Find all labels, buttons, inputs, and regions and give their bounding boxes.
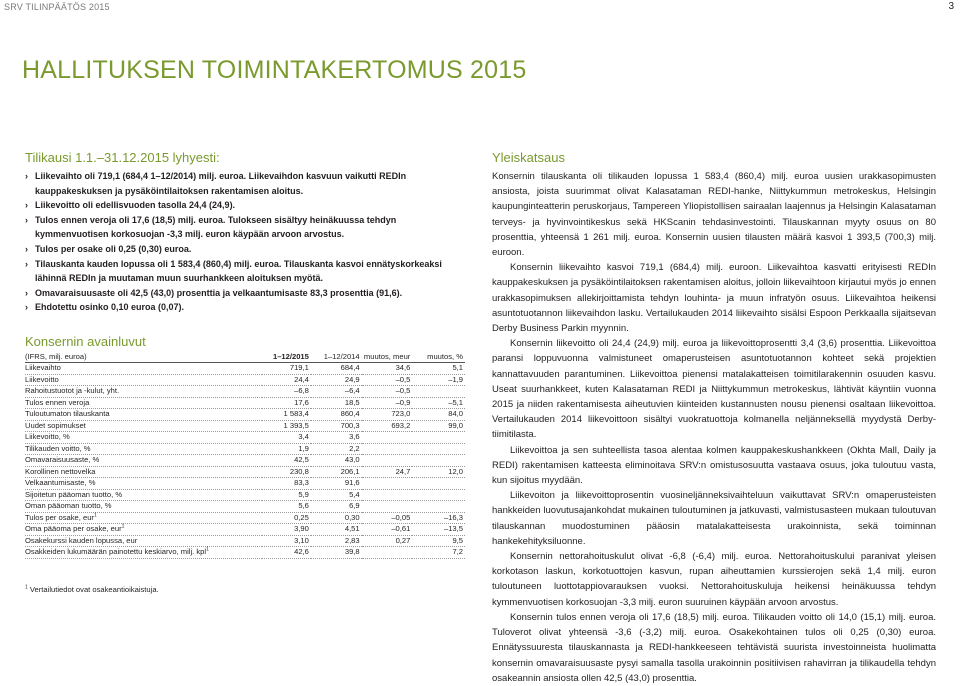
table-cell xyxy=(262,397,311,409)
table-cell xyxy=(412,443,465,455)
table-cell xyxy=(412,535,465,547)
table-row xyxy=(25,489,465,501)
table-row xyxy=(25,512,465,524)
paragraph: Konsernin liikevoitto oli 24,4 (24,9) milj. euroa ja liikevoittoprosentti 3,4 (3,6) prosenttia. Liikevoittoa paransi loppuvuonna valmistuneet omaperusteisen asuntotuotannon kohteet sekä projektien kannattavuuden parantuminen. Liikevoittoa pienensi matalakatteisen toimitilarakennin osuuden kasvu. Useat suurhankkeet, kuten Kalasataman REDI ja Niittykummun metrokeskus, lähtivät käyntiin vuonna 2015 ja niiden rakentamisesta aiheutuvien kiinteiden kustannusten nousu pienensi osaltaan liikevoittoa. Vertailukauden 2014 liikevoittoon sisältyi vuokratuottoja kolmanella neljänneksellä myydystä Derby-tiimitilasta. xyxy=(492,338,936,441)
table-row xyxy=(25,535,465,547)
cell-text: 2,2 xyxy=(349,443,360,453)
table-cell xyxy=(362,501,413,513)
table-cell xyxy=(311,443,362,455)
cell-text: Tuloutumaton tilauskanta xyxy=(25,409,110,418)
cell-text: 5,1 xyxy=(452,363,463,372)
row-label xyxy=(25,363,262,375)
table-cell xyxy=(262,386,311,398)
cell-text: 7,2 xyxy=(452,547,463,556)
table-row xyxy=(25,466,465,478)
row-label xyxy=(25,466,262,478)
list-item xyxy=(25,169,465,198)
table-cell xyxy=(362,489,413,501)
cell-text: –0,5 xyxy=(395,374,411,384)
paragraph: Liikevoiton ja liikevoittoprosentin vuosineljänneksivaihteluun vaikuttavat SRV:n omaperusteisten hankkeiden luovutusajankohdat mukainen tuloutuminen ja jatkuvasti, valmistusasteen mukaan tuloutuvan tilauskannan muodostuminen pääosin matalakatteisesta urakoinnista, sekä toiminnan hankekehityksiluonne. xyxy=(492,490,936,547)
cell-text: 24,4 xyxy=(294,374,309,384)
table-cell xyxy=(412,489,465,501)
table-cell xyxy=(412,386,465,398)
footnote-text: Vertailutiedot ovat osakeantioikaistuja. xyxy=(29,585,159,594)
row-label xyxy=(25,512,262,524)
cell-text: Velkaantumisaste, % xyxy=(25,478,96,487)
cell-text: Oma pääoma per osake, eur xyxy=(25,524,122,533)
cell-text: 3,6 xyxy=(349,432,360,441)
cell-text: 9,5 xyxy=(452,535,463,545)
cell-text: Sijoitetun pääoman tuotto, % xyxy=(25,489,123,499)
table-cell xyxy=(412,409,465,421)
column-header: muutos, % xyxy=(412,352,465,363)
column-header: 1–12/2014 xyxy=(311,352,362,363)
table-cell xyxy=(262,432,311,444)
table-cell xyxy=(362,397,413,409)
cell-text: 42,5 xyxy=(294,455,309,464)
list-item xyxy=(25,300,465,315)
summary-item-text: Liikevaihto oli 719,1 (684,4 1–12/2014) milj. euroa. Liikevaihdon kasvuun vaikutti REDIn kauppakeskuksen ja pysäköintilaitoksen rakentamisen aloitus. xyxy=(35,171,407,196)
row-label xyxy=(25,547,262,559)
cell-text: 84,0 xyxy=(448,409,463,418)
table-cell xyxy=(311,489,362,501)
table-cell xyxy=(311,501,362,513)
cell-text: 43,0 xyxy=(344,455,360,464)
row-label xyxy=(25,478,262,490)
overview-body xyxy=(492,169,936,686)
table-cell xyxy=(412,524,465,536)
cell-text: 3,90 xyxy=(294,524,309,533)
table-row xyxy=(25,363,465,375)
footnote-marker: 1 xyxy=(93,511,97,518)
key-figures-heading: Konsernin avainluvut xyxy=(25,334,146,349)
table-cell xyxy=(311,535,362,547)
cell-text: 24,7 xyxy=(395,466,411,476)
overview-heading: Yleiskatsaus xyxy=(492,150,565,165)
cell-text: Tulos per osake, eur xyxy=(25,512,94,522)
table-cell xyxy=(412,432,465,444)
cell-text: 6,9 xyxy=(349,501,360,510)
cell-text: 4,51 xyxy=(344,524,360,533)
table-cell xyxy=(362,535,413,547)
cell-text: –0,05 xyxy=(391,512,411,522)
row-label xyxy=(25,501,262,513)
row-label xyxy=(25,443,262,455)
row-label xyxy=(25,374,262,386)
table-row xyxy=(25,501,465,513)
row-label xyxy=(25,535,262,547)
table-cell xyxy=(362,547,413,559)
table-cell xyxy=(412,512,465,524)
table-cell xyxy=(412,466,465,478)
overview-section xyxy=(492,150,936,686)
table-cell xyxy=(262,501,311,513)
table-cell xyxy=(311,409,362,421)
table-cell xyxy=(412,478,465,490)
table-cell xyxy=(262,374,311,386)
table-cell xyxy=(362,466,413,478)
page-title: HALLITUKSEN TOIMINTAKERTOMUS 2015 xyxy=(22,56,527,84)
table-cell xyxy=(262,547,311,559)
cell-text: Oman pääoman tuotto, % xyxy=(25,501,112,510)
table-cell xyxy=(412,547,465,559)
cell-text: –16,3 xyxy=(443,512,463,522)
cell-text: –6,8 xyxy=(294,386,309,395)
page-number: 3 xyxy=(948,1,954,12)
footnote-marker: 1 xyxy=(206,546,209,553)
cell-text: 719,1 xyxy=(289,363,309,372)
table-cell xyxy=(262,443,311,455)
row-label xyxy=(25,455,262,467)
cell-text: Osakkeiden lukumäärän painotettu keskiarvo, milj. kpl xyxy=(25,547,207,556)
table-cell xyxy=(262,478,311,490)
table-cell xyxy=(362,386,413,398)
cell-text: Rahoitustuotot ja -kulut, yht. xyxy=(25,386,120,395)
table-cell xyxy=(412,455,465,467)
table-cell xyxy=(311,420,362,432)
paragraph: Liikevoittoa ja sen suhteellista tasoa alentaa kolmen kauppakeskushankkeen (Okhta Mall, Daily ja REDI) rakentamisen katteesta eliminoitava SRV:n omistusosuutta vastaava osuus, joka tuloutuu vasta, kun sijoitus myydään. xyxy=(492,444,936,487)
summary-section xyxy=(25,150,465,315)
table-cell xyxy=(262,420,311,432)
list-item xyxy=(25,213,465,242)
paragraph: Konsernin nettorahoituskulut olivat -6,8 (-6,4) milj. euroa. Nettorahoituskului paranivat yleisen korkotason laskun, korkotuottojen kasvun, rupan aiheuttamien kurssierojen sekä 1,4 milj. euron tuloutuneen luottotappiovarauksen vuoksi. Nettorahoituskuluja heikensi heinäkuussa tehdyn kymmenvuotisen korkosuojan -3,3 milj. euron suuruinen käypään arvoon arvostus. xyxy=(492,551,936,608)
table-cell xyxy=(362,443,413,455)
cell-text: 206,1 xyxy=(340,466,360,476)
chevron-right-icon: › xyxy=(25,171,28,181)
table-cell xyxy=(362,409,413,421)
cell-text: 5,9 xyxy=(298,489,309,499)
cell-text: 99,0 xyxy=(448,420,463,430)
cell-text: Korollinen nettovelka xyxy=(25,466,96,476)
list-item xyxy=(25,286,465,301)
cell-text: Tulos ennen veroja xyxy=(25,397,90,407)
cell-text: 17,6 xyxy=(294,397,309,407)
chevron-right-icon: › xyxy=(25,214,28,225)
cell-text: 230,8 xyxy=(289,466,309,476)
table-row xyxy=(25,524,465,536)
chevron-right-icon: › xyxy=(25,200,28,211)
table-cell xyxy=(262,535,311,547)
cell-text: 34,6 xyxy=(395,363,411,372)
table-cell xyxy=(362,363,413,375)
row-label xyxy=(25,432,262,444)
cell-text: 693,2 xyxy=(391,420,411,430)
paragraph: Konsernin tulos ennen veroja oli 17,6 (18,5) milj. euroa. Tilikauden voitto oli 14,0 (15,1) milj. euroa. Tuloverot olivat yhteensä -3,6 (-3,2) milj. euroa. Osakekohtainen tulos oli 0,25 (0,30) euroa. Ennätyssuuresta tilauskannasta ja REDI-hankkeeseen tehtävistä suurista investoinneista huolimatta konsernin omavaraisuusaste pysyi samalla tasolla urakoinnin positiivisen rahavirran ja tilikaudella tehdyn osakeannin ansiosta ollen 42,5 (43,0) prosenttia. xyxy=(492,611,936,684)
cell-text: 3,4 xyxy=(298,432,309,441)
summary-item-text: Tilauskanta kauden lopussa oli 1 583,4 (860,4) milj. euroa. Tilauskanta kasvoi ennätyskorkeaksi lähinnä REDIn ja muutaman muun suurhankkeen aloituksen myötä. xyxy=(35,258,442,284)
column-header: muutos, meur xyxy=(362,352,413,363)
row-label xyxy=(25,386,262,398)
table-footnote xyxy=(25,585,159,594)
paragraph: Konsernin liikevaihto kasvoi 719,1 (684,4) milj. euroon. Liikevaihtoa kasvatti erityisesti REDIn kauppakeskuksen ja pysäköintilaitoksen rakentamisen aloitus, jolloin liikevaihtoon kirjautui myös jo ennen urakkasopimuksen allekirjoittamista tehdyn louhinta- ja muun infratyön osuus. Liikevaihtoa heikensi asuntotuotannon liikevaihdon lasku. Vertailukauden 2014 liikevaihto sisälsi Espoon Perkkaalla sijaitsevan Derby Business Parkin myynnin. xyxy=(492,262,936,335)
cell-text: 700,3 xyxy=(340,420,360,430)
cell-text: –0,5 xyxy=(395,386,411,395)
table-cell xyxy=(262,489,311,501)
table-cell xyxy=(262,466,311,478)
table-cell xyxy=(311,397,362,409)
cell-text: Omavaraisuusaste, % xyxy=(25,455,100,464)
cell-text: 83,3 xyxy=(294,478,309,487)
table-cell xyxy=(362,455,413,467)
summary-item-text: Ehdotettu osinko 0,10 euroa (0,07). xyxy=(35,302,185,313)
table-cell xyxy=(262,455,311,467)
table-cell xyxy=(362,432,413,444)
cell-text: 1 583,4 xyxy=(283,409,309,418)
summary-list xyxy=(25,169,465,315)
list-item xyxy=(25,257,465,286)
table-row xyxy=(25,478,465,490)
cell-text: –0,9 xyxy=(395,397,411,407)
paragraph: Konsernin tilauskanta oli tilikauden lopussa 1 583,4 (860,4) milj. euroa uusien urakkasopimusten ansiosta, joista suurimmat olivat Kalasataman REDI-hanke, Niittykummun metrokeskus, Helsingin kaupunginteatterin peruskorjaus, Tampereen Yliopistollisen sairaalan laajennus ja Helsingin Kalasataman terveys- ja hyvinvointikeskus sekä HKScanin tehdasinvestointi. Tilauskannan myyty osuus on 80 prosenttia, yhteensä 1 261 milj. euroa. Konsernin uusien tilausten määrä kasvoi 1 393,5 (700,3) milj. euroon. xyxy=(492,171,936,259)
cell-text: 723,0 xyxy=(391,409,411,418)
column-header: (IFRS, milj. euroa) xyxy=(25,352,262,363)
table-cell xyxy=(311,524,362,536)
table-cell xyxy=(311,432,362,444)
cell-text: –13,5 xyxy=(443,524,463,533)
cell-text: 24,9 xyxy=(344,374,360,384)
cell-text: –5,1 xyxy=(448,397,463,407)
cell-text: 5,4 xyxy=(349,489,360,499)
cell-text: 0,25 xyxy=(294,512,309,522)
table-cell xyxy=(311,478,362,490)
table-row xyxy=(25,455,465,467)
cell-text: 39,8 xyxy=(344,547,360,556)
table-cell xyxy=(311,386,362,398)
table-cell xyxy=(311,455,362,467)
row-label xyxy=(25,397,262,409)
cell-text: 1,9 xyxy=(298,443,309,453)
cell-text: 42,6 xyxy=(294,547,309,556)
chevron-right-icon: › xyxy=(25,243,28,254)
cell-text: Tilikauden voitto, % xyxy=(25,443,91,453)
cell-text: 5,6 xyxy=(298,501,309,510)
cell-text: Liikevoitto xyxy=(25,374,59,384)
cell-text: –0,61 xyxy=(391,524,411,533)
table-cell xyxy=(311,374,362,386)
chevron-right-icon: › xyxy=(25,302,28,313)
table-cell xyxy=(362,512,413,524)
cell-text: 91,6 xyxy=(344,478,360,487)
table-cell xyxy=(262,524,311,536)
footnote-marker: 1 xyxy=(121,523,125,530)
table-row xyxy=(25,386,465,398)
table-cell xyxy=(412,363,465,375)
table-cell xyxy=(362,524,413,536)
row-label xyxy=(25,524,262,536)
summary-item-text: Omavaraisuusaste oli 42,5 (43,0) prosenttia ja velkaantumisaste 83,3 prosenttia (91,6). xyxy=(35,287,403,298)
cell-text: 684,4 xyxy=(340,363,360,372)
cell-text: 1 393,5 xyxy=(283,420,309,430)
table-row xyxy=(25,409,465,421)
table-cell xyxy=(362,374,413,386)
row-label xyxy=(25,409,262,421)
row-label xyxy=(25,489,262,501)
table-header-row xyxy=(25,352,465,363)
key-figures-table xyxy=(25,352,465,559)
cell-text: Liikevoitto, % xyxy=(25,432,70,441)
table-row xyxy=(25,443,465,455)
table-cell xyxy=(311,363,362,375)
footnote-marker: 1 xyxy=(25,584,28,591)
column-header: 1–12/2015 xyxy=(262,352,311,363)
table-cell xyxy=(262,512,311,524)
cell-text: 860,4 xyxy=(340,409,360,418)
cell-text: 3,10 xyxy=(294,535,309,545)
cell-text: 18,5 xyxy=(344,397,360,407)
chevron-right-icon: › xyxy=(25,287,28,298)
table-row xyxy=(25,374,465,386)
cell-text: 2,83 xyxy=(344,535,360,545)
cell-text: –1,9 xyxy=(448,374,463,384)
cell-text: 0,27 xyxy=(395,535,411,545)
table-cell xyxy=(362,478,413,490)
table-cell xyxy=(412,420,465,432)
table-cell xyxy=(311,512,362,524)
list-item xyxy=(25,198,465,213)
chevron-right-icon: › xyxy=(25,258,28,269)
cell-text: 0,30 xyxy=(344,512,360,522)
report-name: SRV TILINPÄÄTÖS 2015 xyxy=(4,2,110,12)
list-item xyxy=(25,242,465,257)
table-row xyxy=(25,397,465,409)
table-cell xyxy=(311,547,362,559)
row-label xyxy=(25,420,262,432)
table-row xyxy=(25,547,465,559)
cell-text: Osakekurssi kauden lopussa, eur xyxy=(25,535,138,545)
table-cell xyxy=(412,501,465,513)
table-cell xyxy=(362,420,413,432)
summary-item-text: Tulos ennen veroja oli 17,6 (18,5) milj. euroa. Tulokseen sisältyy heinäkuussa tehdyn kymmenvuotisen korkosuojan -3,3 milj. euron käypään arvoon arvostus. xyxy=(35,214,397,240)
cell-text: Liikevaihto xyxy=(25,363,61,372)
table-cell xyxy=(412,397,465,409)
cell-text: –6,4 xyxy=(344,386,360,395)
table-row xyxy=(25,420,465,432)
summary-item-text: Tulos per osake oli 0,25 (0,30) euroa. xyxy=(35,243,192,254)
table-cell xyxy=(412,374,465,386)
cell-text: Uudet sopimukset xyxy=(25,420,86,430)
cell-text: 12,0 xyxy=(448,466,463,476)
summary-heading: Tilikausi 1.1.–31.12.2015 lyhyesti: xyxy=(25,150,220,165)
table-cell xyxy=(262,363,311,375)
table-cell xyxy=(311,466,362,478)
table-row xyxy=(25,432,465,444)
summary-item-text: Liikevoitto oli edellisvuoden tasolla 24,4 (24,9). xyxy=(35,200,236,211)
table-cell xyxy=(262,409,311,421)
